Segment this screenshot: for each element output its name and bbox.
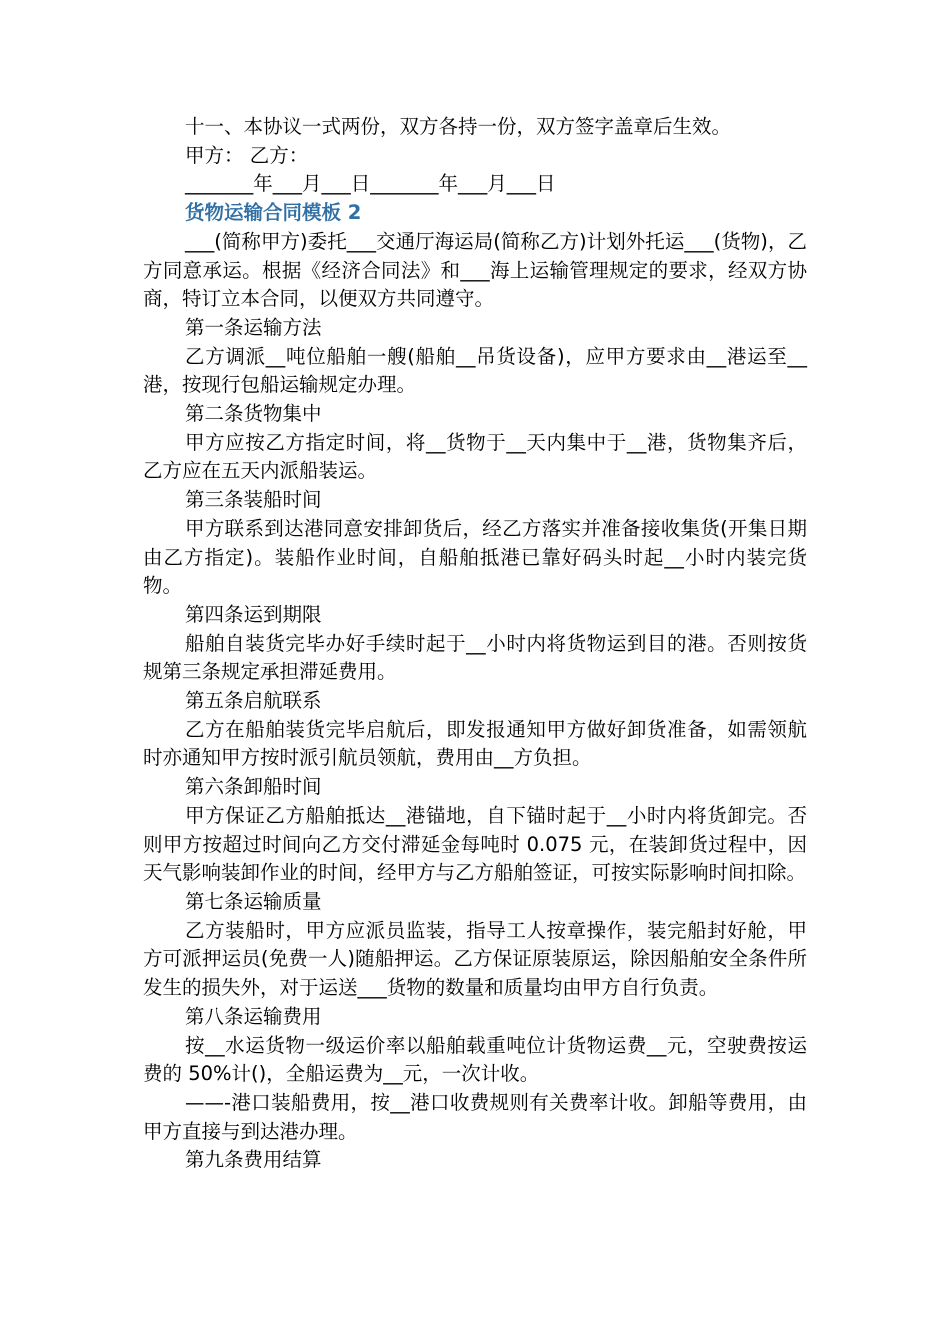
article-2-body: 甲方应按乙方指定时间，将__货物于__天内集中于__港，货物集齐后，乙方应在五天内派船装运。 bbox=[143, 430, 807, 483]
article-8-body-2: ——-港口装船费用，按__港口收费规则有关费率计收。卸船等费用，由甲方直接与到达港办理。 bbox=[143, 1090, 807, 1143]
article-1-title: 第一条运输方法 bbox=[185, 315, 322, 339]
article-7-body: 乙方装船时，甲方应派员监装，指导工人按章操作，装完船封好舱，甲方可派押运员(免费一人)随船押运。乙方保证原装原运，除因船舶安全条件所发生的损失外，对于运送___货物的数量和质量均由甲方自行负责。 bbox=[143, 918, 807, 1000]
article-3-body: 甲方联系到达港同意安排卸货后，经乙方落实并准备接收集货(开集日期由乙方指定)。装船作业时间，自船舶抵港已靠好码头时起__小时内装完货物。 bbox=[143, 516, 807, 598]
article-5-title: 第五条启航联系 bbox=[185, 689, 322, 713]
parties-line: 甲方： 乙方： bbox=[185, 143, 309, 167]
article-1-body: 乙方调派__吨位船舶一艘(船舶__吊货设备)，应甲方要求由__港运至__港，按现行包船运输规定办理。 bbox=[143, 344, 807, 397]
intro-paragraph: ___(简称甲方)委托___交通厅海运局(简称乙方)计划外托运___(货物)，乙方同意承运。根据《经济合同法》和___海上运输管理规定的要求，经双方协商，特订立本合同，以便双方共同遵守。 bbox=[143, 229, 807, 311]
article-4-title: 第四条运到期限 bbox=[185, 602, 322, 626]
clause-11: 十一、本协议一式两份，双方各持一份，双方签字盖章后生效。 bbox=[185, 115, 732, 138]
section-title: 货物运输合同模板 2 bbox=[185, 201, 362, 225]
date-line: _______年___月___日_______年___月___日 bbox=[185, 172, 556, 196]
article-4-body: 船舶自装货完毕办好手续时起于__小时内将货物运到目的港。否则按货规第三条规定承担滞延费用。 bbox=[143, 631, 807, 684]
article-5-body: 乙方在船舶装货完毕启航后，即发报通知甲方做好卸货准备，如需领航时亦通知甲方按时派引航员领航，费用由__方负担。 bbox=[143, 717, 807, 770]
article-8-body: 按__水运货物一级运价率以船舶载重吨位计货物运费__元，空驶费按运费的 50%计()，全船运费为__元，一次计收。 bbox=[143, 1033, 807, 1086]
article-6-body: 甲方保证乙方船舶抵达__港锚地，自下锚时起于__小时内将货卸完。否则甲方按超过时间向乙方交付滞延金每吨时 0.075 元，在装卸货过程中，因天气影响装卸作业的时间，经甲方与乙方船舶签证，可按实际影响时间扣除。 bbox=[143, 803, 807, 885]
article-6-title: 第六条卸船时间 bbox=[185, 775, 322, 799]
article-8-title: 第八条运输费用 bbox=[185, 1004, 322, 1028]
article-3-title: 第三条装船时间 bbox=[185, 488, 322, 512]
article-2-title: 第二条货物集中 bbox=[185, 402, 322, 426]
article-7-title: 第七条运输质量 bbox=[185, 889, 322, 913]
document-body bbox=[143, 113, 807, 1175]
article-9-title: 第九条费用结算 bbox=[185, 1148, 322, 1172]
